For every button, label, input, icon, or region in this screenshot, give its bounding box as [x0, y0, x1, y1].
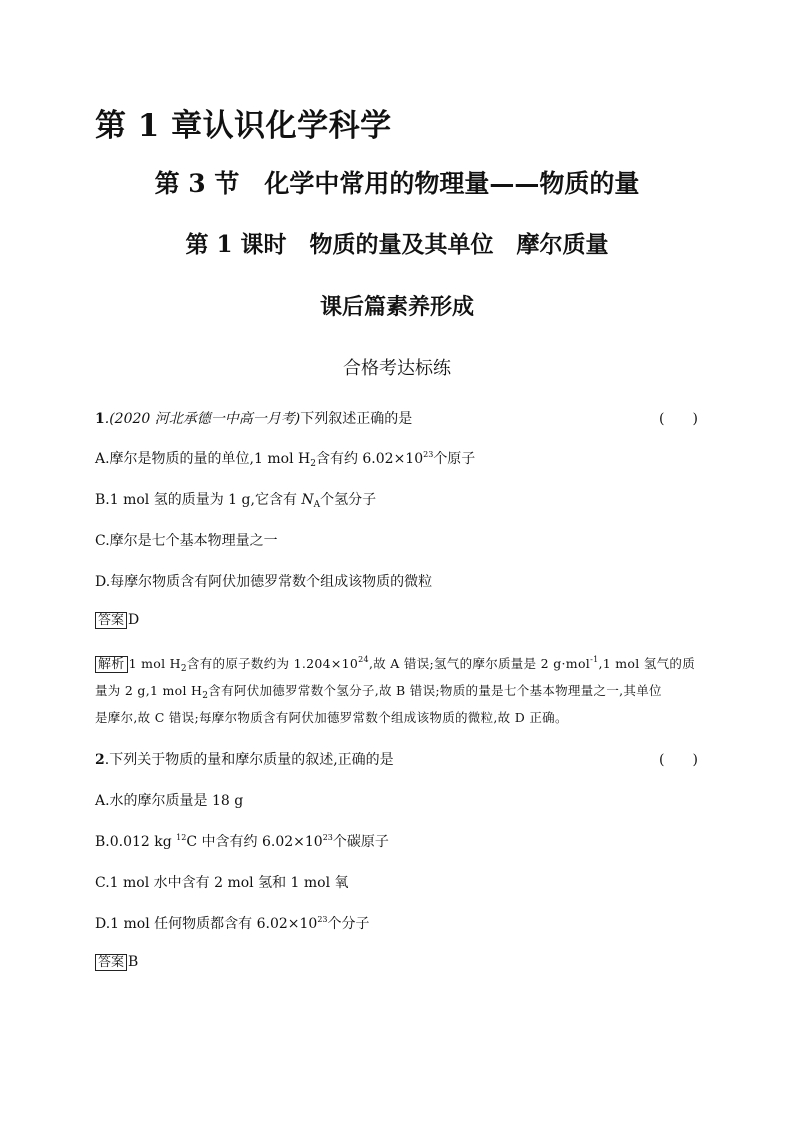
q1-explanation-line1: 解析 1 mol $H_2$含有的原子数约为 $1.204\times 10^{24}$,故 A 错误;氢气的摩尔质量是 2 g·mol$^{-1}$,1 mol 氢气的质 — [95, 654, 695, 673]
q1-answer-blank: ( ) — [659, 411, 698, 427]
q1-answer-value: D — [128, 612, 140, 628]
section-title: 第 3 节 化学中常用的物理量——物质的量 — [154, 169, 640, 198]
q2-stem — [95, 749, 394, 769]
q1-source: .(2020 河北承德一中高一月考) — [104, 411, 301, 427]
q2-number: 2 — [95, 752, 105, 768]
q1-stem-text: 下列叙述正确的是 — [300, 411, 413, 427]
answer-label: 答案 — [95, 954, 127, 971]
q2-answer-value: B — [128, 954, 139, 970]
q1-option-b: B.1 mol 氢的质量为 1 g,它含有 $N_A$个氢分子 — [95, 492, 377, 510]
q1-stem — [95, 408, 412, 428]
q1-explanation-line3: 是摩尔,故 C 错误;每摩尔物质含有阿伏加德罗常数个组成该物质的微粒,故 D 正确。 — [95, 710, 568, 725]
q2-answer — [95, 954, 138, 971]
q2-option-c: C.1 mol 水中含有 2 mol 氢和 1 mol 氧 — [95, 875, 349, 891]
subtitle: 课后篇素养形成 — [319, 294, 474, 320]
q1-option-a: A.摩尔是物质的量的单位,1 mol $H_2$含有约 $6.02\times 10^{23}$个原子 — [95, 450, 476, 469]
q2-option-a: A.水的摩尔质量是 18 g — [95, 793, 244, 809]
q2-stem-text: .下列关于物质的量和摩尔质量的叙述,正确的是 — [104, 752, 394, 768]
q1-explanation-line2: 量为 2 g,1 mol $H_2$含有阿伏加德罗常数个氢分子,故 B 错误;物质的量是七个基本物理量之一,其单位 — [95, 683, 662, 701]
q2-answer-blank: ( ) — [659, 752, 698, 768]
analysis-label: 解析 — [95, 656, 128, 673]
level-heading: 合格考达标练 — [343, 358, 451, 379]
q2-option-b: B.0.012 kg $^{12}$C 中含有约 $6.02\times 10^{23}$个碳原子 — [95, 833, 389, 850]
chapter-title: 第 1 章认识化学科学 — [95, 108, 392, 144]
answer-label: 答案 — [95, 612, 127, 629]
q1-number: 1 — [95, 411, 105, 427]
q2-option-d: D.1 mol 任何物质都含有 $6.02\times 10^{23}$个分子 — [95, 915, 370, 932]
q1-option-c: C.摩尔是七个基本物理量之一 — [95, 533, 278, 549]
q1-answer — [95, 612, 139, 629]
lesson-title: 第 1 课时 物质的量及其单位 摩尔质量 — [185, 231, 609, 258]
q1-option-d: D.每摩尔物质含有阿伏加德罗常数个组成该物质的微粒 — [95, 574, 433, 590]
